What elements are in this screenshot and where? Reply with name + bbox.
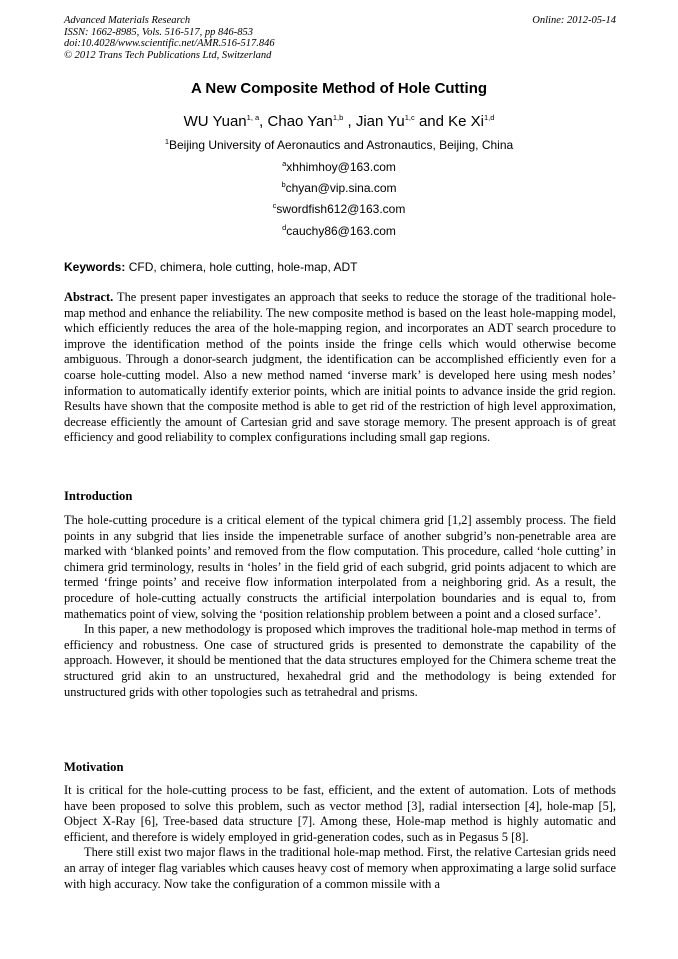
paper-title: A New Composite Method of Hole Cutting	[190, 80, 488, 97]
email-line	[0, 160, 678, 174]
keywords-label: Keywords:	[64, 260, 126, 274]
paragraph: In this paper, a new methodology is proposed which improves the traditional hole-map method in terms of efficiency and robustness. One case of structured grids is presented to demonstrate the capability of the approach. However, it should be mentioned that the data structures employed for the Chimera scheme treat the structured grid akin to an unstructured, hexahedral grid and the methodology is being extended for unstructured grids with other topologies such as tetrahedral and prisms.	[64, 622, 616, 699]
motivation-body	[64, 783, 616, 892]
introduction-body	[64, 513, 616, 700]
email-superscript: b	[281, 180, 286, 189]
email-address: xhhimhoy@163.com	[286, 160, 396, 174]
paragraph: The hole-cutting procedure is a critical element of the typical chimera grid [1,2] assembly process. The field points in any subgrid that lies inside the impenetrable surface of another subgrid’s non-penetrable area are marked with ‘blanked points’ and removed from the flow computation. This procedure, called ‘hole cutting’ in chimera grid terminology, results in ‘holes’ in the field grid of each subgrid, grid points adjacent to which are termed ‘fringe points’ and receive flow information interpolated from a neighboring grid. As a result, the procedure of hole-cutting actually constructs the artificial interpolation boundaries and is equal to, from mathematics point of view, solving the ‘position relationship problem between a point and a closed surface’.	[64, 513, 616, 621]
author-name: Jian Yu	[355, 113, 405, 130]
email-address: chyan@vip.sina.com	[285, 181, 397, 195]
paragraph: It is critical for the hole-cutting process to be fast, efficient, and the extent of automation. Lots of methods have been proposed to solve this problem, such as vector method [3], radial intersection [4], hole-map [5], Object X-Ray [6], Tree-based data structure [7]. Among these, Hole-map method is highly automatic and efficient, and therefore is widely employed in grid-generation codes, such as in Pegasus 5 [8].	[64, 783, 616, 844]
email-superscript: c	[272, 201, 277, 210]
author-superscript: 1,c	[404, 113, 415, 122]
author-list: WU Yuan$^{1, a}$, Chao Yan$^{1,b}$ , Jian Yu$^{1,c}$ and Ke Xi$^{1,d}$	[183, 113, 495, 130]
author-superscript: 1, a	[246, 113, 260, 122]
journal-name: Advanced Materials Research	[64, 15, 191, 26]
section-heading-motivation: Motivation	[64, 760, 124, 774]
email-superscript: d	[282, 223, 287, 232]
journal-header	[64, 15, 616, 61]
paragraph: There still exist two major flaws in the traditional hole-map method. First, the relative Cartesian grids need an array of integer flag variables which causes heavy cost of memory when approximating a large solid surface with high accuracy. Now take the configuration of a common missile with a	[64, 845, 616, 891]
issn-line: ISSN: 1662-8985, Vols. 516-517, pp 846-853	[64, 26, 253, 38]
email-address: swordfish612@163.com	[276, 202, 406, 216]
author-name: WU Yuan	[183, 113, 247, 130]
doi-line: doi:10.4028/www.scientific.net/AMR.516-517.846	[64, 38, 275, 49]
email-line	[0, 224, 678, 238]
authors-and: and	[418, 113, 444, 130]
abstract-text: The present paper investigates an approach that seeks to reduce the storage of the traditional hole-map method and enhance the reliability. The new composite method is based on the least hole-mapping model, which efficiently reduces the area of the hole-mapping region, and incorporates an ADT search procedure to improve the identification method of the points inside the fringe cells which would otherwise become ambiguous. Through a donor-search judgment, the identification can be accomplished efficiently even for a coarse hole-cutting model. Also a new method named ‘inverse mark’ is developed here using mesh nodes’ information to automatically identify exterior points, which are initial points to advance inside the grid region. Results have shown that the composite method is able to get rid of the restriction of high level approximation, decrease efficiently the amount of Cartesian grid and save storage memory. The present approach is of great efficiency and good reliability to complex configurations including small gap regions.	[64, 290, 616, 445]
affiliation	[0, 138, 678, 152]
author-superscript: 1,d	[484, 113, 495, 122]
author-name: Ke Xi	[448, 113, 484, 130]
email-superscript: a	[282, 159, 287, 168]
affiliation-text: Beijing University of Aeronautics and Astronautics, Beijing, China	[168, 138, 514, 152]
email-line	[0, 202, 678, 216]
section-heading-introduction: Introduction	[64, 489, 133, 503]
abstract	[64, 290, 616, 446]
abstract-label: Abstract.	[64, 290, 114, 304]
author-name: Chao Yan	[267, 113, 333, 130]
keywords	[64, 260, 616, 274]
author-superscript: 1,b	[332, 113, 344, 122]
online-date: Online: 2012-05-14	[532, 15, 616, 26]
email-address: cauchy86@163.com	[286, 224, 396, 238]
email-line	[0, 181, 678, 195]
keywords-text: CFD, chimera, hole cutting, hole-map, ADT	[125, 260, 358, 274]
affiliation-superscript: 1	[164, 137, 169, 146]
copyright-line: © 2012 Trans Tech Publications Ltd, Switzerland	[64, 49, 272, 61]
